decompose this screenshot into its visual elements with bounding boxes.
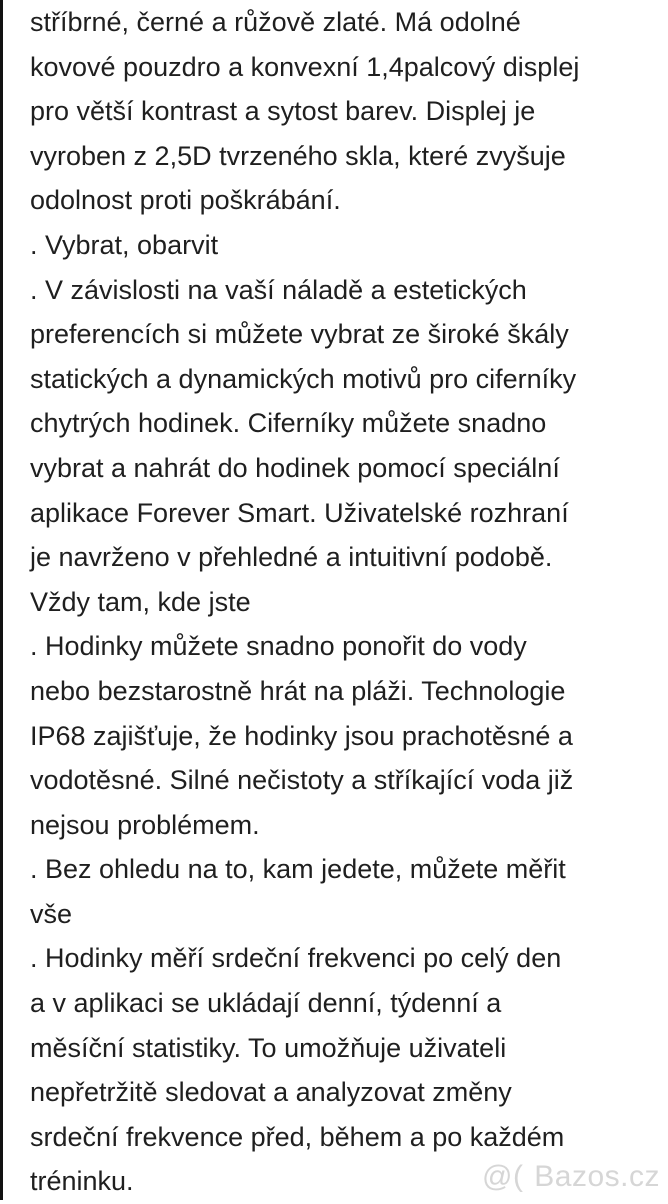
text-line: stříbrné, černé a růžově zlaté. Má odolné	[30, 7, 521, 37]
bazos-logo-icon: @(	[481, 1160, 524, 1193]
article-text	[30, 0, 650, 1204]
text-line: odolnost proti poškrábání.	[30, 185, 341, 216]
text-line: vybrat a nahrát do hodinek pomocí speciální	[30, 452, 560, 483]
text-line: vše	[30, 898, 73, 929]
text-line: pro větší kontrast a sytost barev. Displej je	[30, 96, 536, 127]
text-line: vyroben z 2,5D tvrzeného skla, které zvyšuje	[30, 140, 566, 171]
section-heading-vzdy: Vždy tam, kde jste	[30, 586, 251, 617]
text-line: vodotěsné. Silné nečistoty a stříkající voda již	[30, 765, 574, 796]
text-line: statických a dynamických motivů pro ciferníky	[30, 363, 577, 394]
text-line: IP68 zajišťuje, že hodinky jsou prachotěsné a	[30, 720, 573, 751]
section-heading-bez-ohledu: . Bez ohledu na to, kam jedete, můžete měřit	[30, 854, 566, 885]
text-line: aplikace Forever Smart. Uživatelské rozhraní	[30, 497, 569, 528]
text-line: nejsou problémem.	[30, 809, 260, 840]
left-border-line	[0, 0, 3, 1200]
text-line: a v aplikaci se ukládají denní, týdenní a	[30, 988, 502, 1019]
text-line: nebo bezstarostně hrát na pláži. Technologie	[30, 675, 566, 706]
text-line: . Hodinky měří srdeční frekvenci po celý den	[30, 943, 562, 974]
text-line: chytrých hodinek. Ciferníky můžete snadno	[30, 408, 547, 439]
text-line: je navrženo v přehledné a intuitivní podobě.	[30, 542, 553, 573]
text-line: . V závislosti na vaší náladě a estetických	[30, 274, 527, 305]
text-line: srdeční frekvence před, během a po každém	[30, 1121, 565, 1152]
watermark-text: Bazos.cz	[534, 1160, 660, 1193]
bazos-watermark	[482, 1160, 660, 1194]
text-line: kovové pouzdro a konvexní 1,4palcový displej	[30, 51, 580, 82]
text-line: . Hodinky můžete snadno ponořit do vody	[30, 631, 527, 662]
text-line: měsíční statistiky. To umožňuje uživateli	[30, 1032, 507, 1063]
section-heading-vybrat: . Vybrat, obarvit	[30, 229, 219, 260]
text-line: nepřetržitě sledovat a analyzovat změny	[30, 1077, 512, 1108]
text-line: preferencích si můžete vybrat ze široké škály	[30, 319, 569, 350]
text-line: tréninku.	[30, 1166, 134, 1197]
